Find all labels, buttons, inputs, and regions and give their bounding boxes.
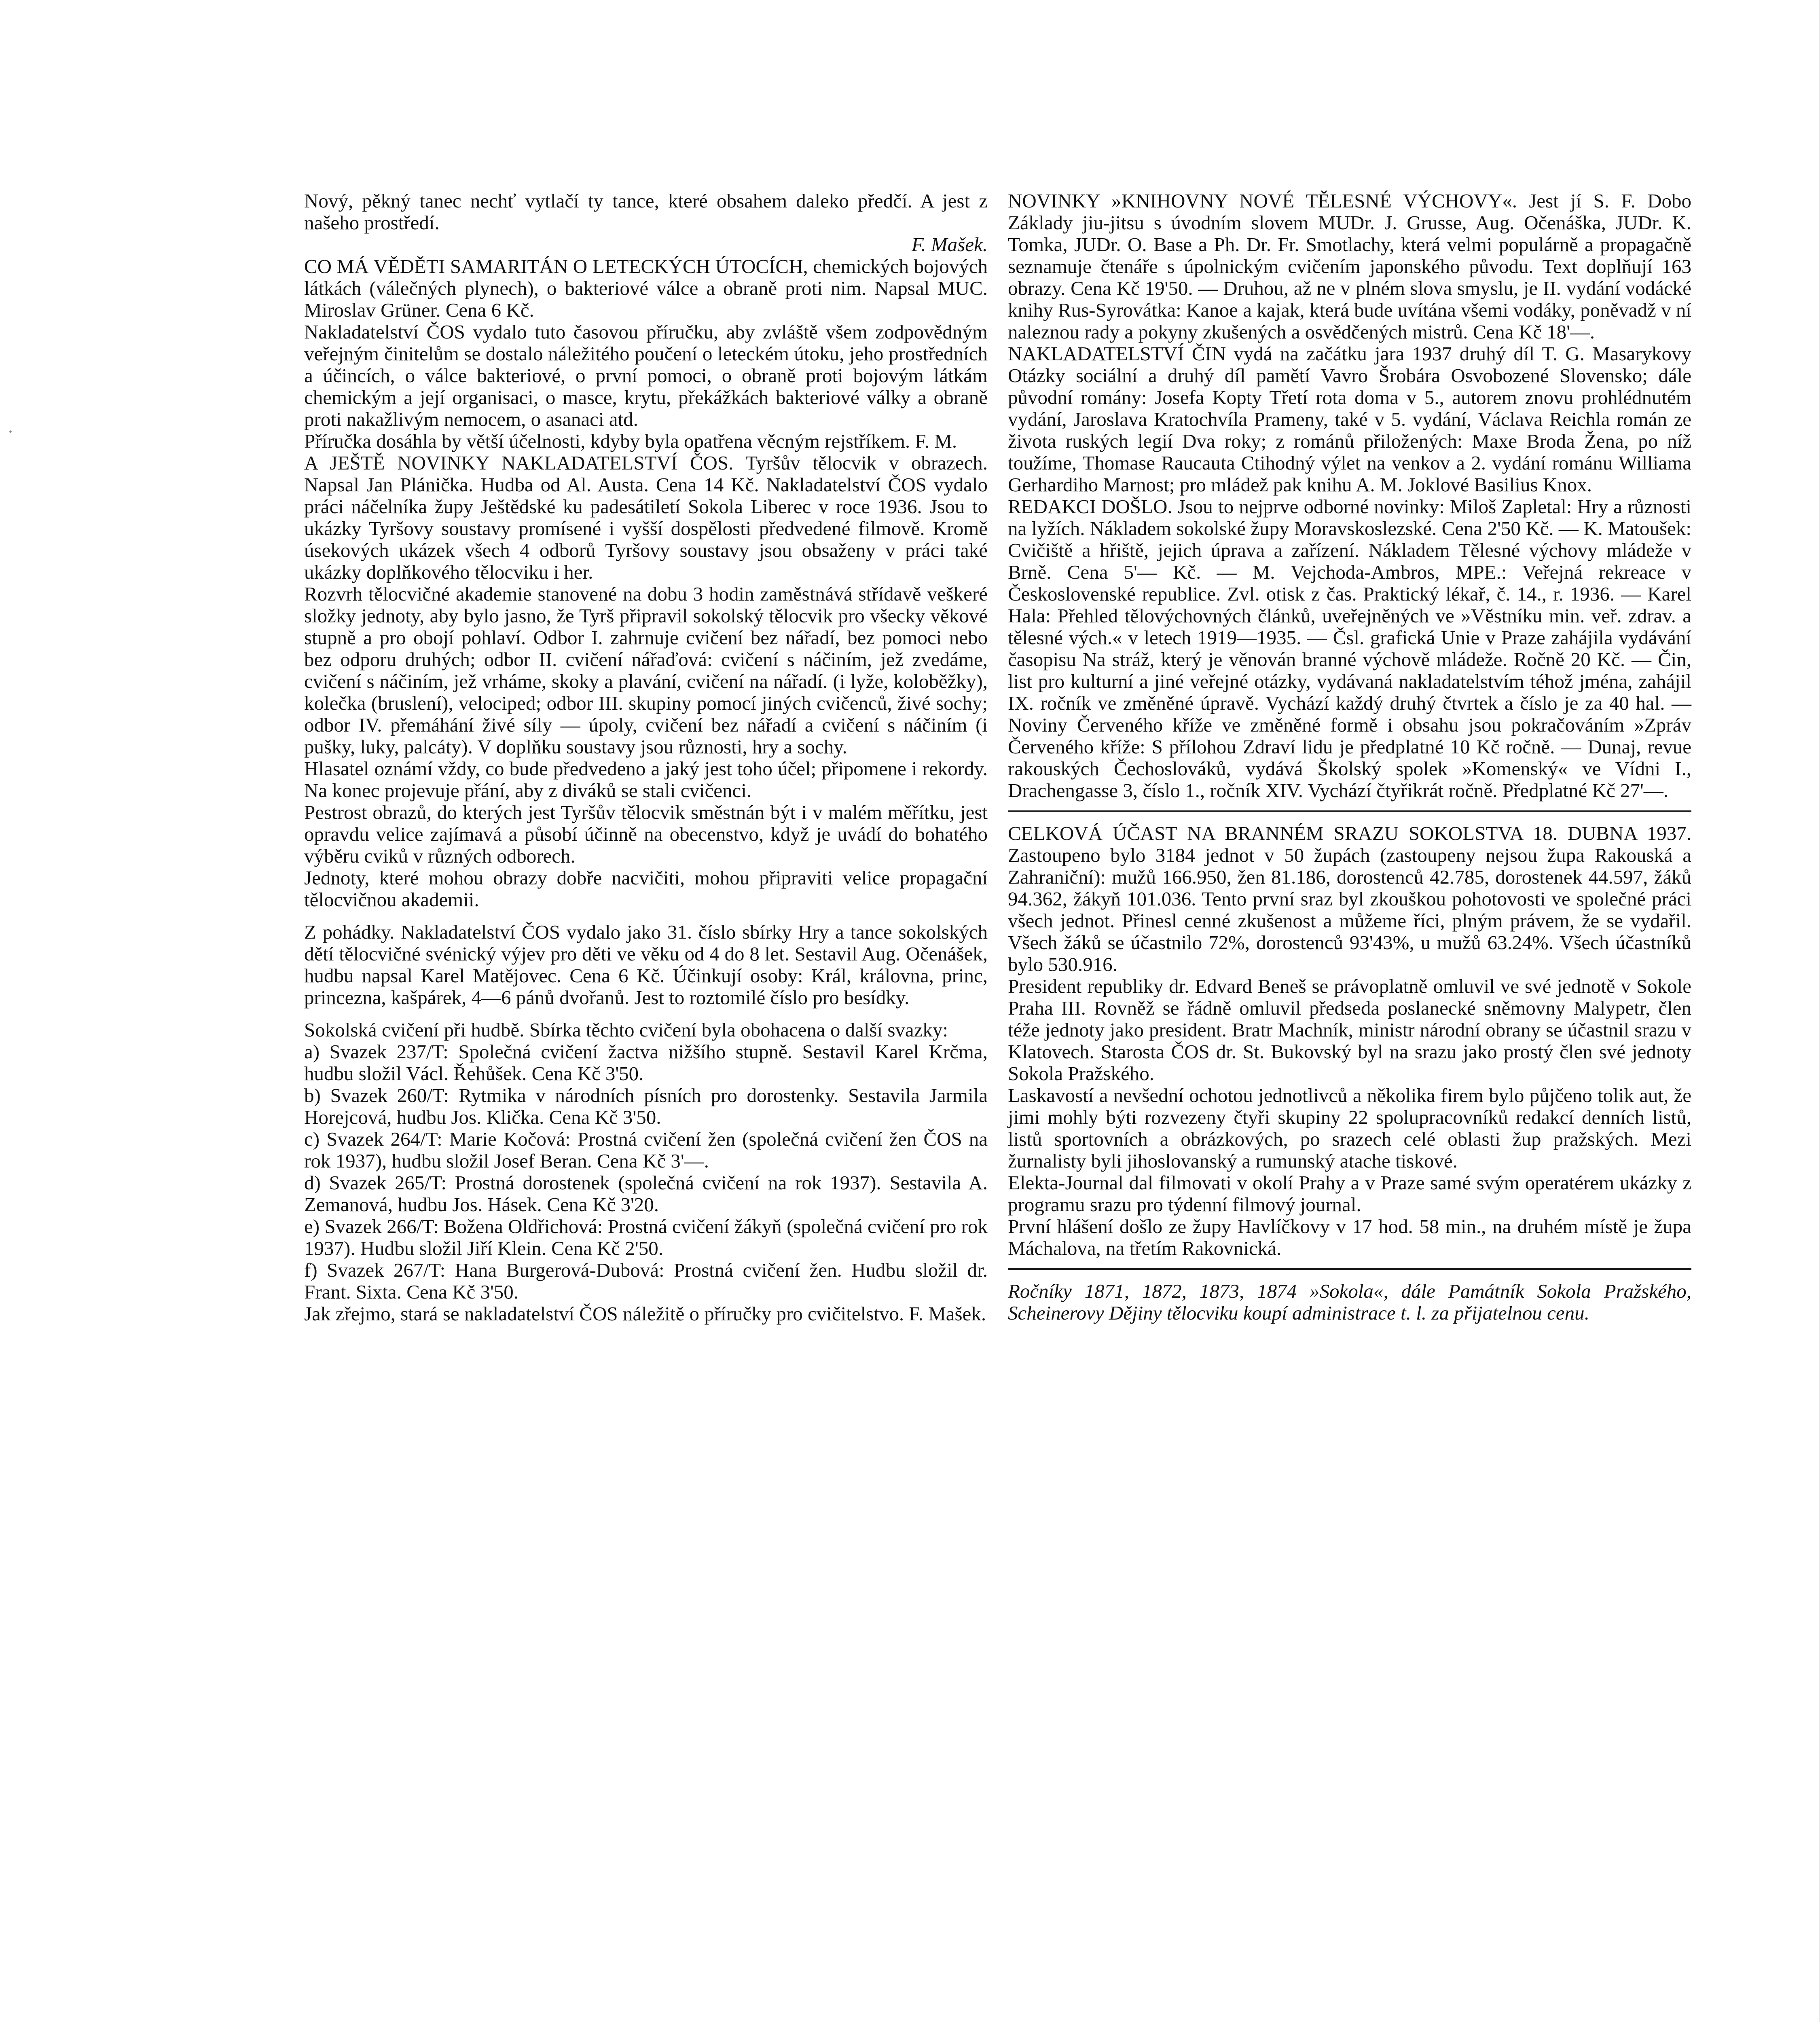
paragraph: NOVINKY »KNIHOVNY NOVÉ TĚLESNÉ VÝCHOVY«. Jest jí S. F. Dobo Základy jiu-jitsu s úvodním slovem MUDr. J. Grusse, Aug. Očenáška, JUDr. K. Tomka, JUDr. O. Base a Ph. Dr. Fr. Smotlachy, která velmi populárně a propagačně seznamuje čtenáře s úpolnickým cvičením japonského původu. Text doplňují 163 obrazy. Cena Kč 19'50. — Druhou, až ne v plném slova smyslu, je II. vydání vodácké knihy Rus-Syrovátka: Kanoe a kajak, která bude uvítána všemi vodáky, poněvadž v ní naleznou rady a pokyny zkušených a osvědčených mistrů. Cena Kč 18'—. <box>1008 190 1691 343</box>
left-column <box>304 190 988 1325</box>
paragraph: Jednoty, které mohou obrazy dobře nacvičiti, mohou připraviti velice propagační tělocvičnou akademii. <box>304 867 988 911</box>
right-column <box>1008 190 1691 1324</box>
paragraph: A JEŠTĚ NOVINKY NAKLADATELSTVÍ ČOS. Tyršův tělocvik v obrazech. Napsal Jan Plánička. Hudba od Al. Austa. Cena 14 Kč. Nakladatelství ČOS vydalo práci náčelníka župy Ještědské ku padesátiletí Sokola Liberec v roce 1936. Jsou to ukázky Tyršovy soustavy promísené i vyšší dospělosti předvedené filmově. Kromě úsekových ukázek všech 4 odborů Tyršovy soustavy jsou obsaženy v práci také ukázky doplňkového tělocviku i her. <box>304 452 988 583</box>
list-item: f) Svazek 267/T: Hana Burgerová-Dubová: Prostná cvičení žen. Hudbu složil dr. Frant. Sixta. Cena Kč 3'50. <box>304 1259 988 1303</box>
paragraph: Rozvrh tělocvičné akademie stanovené na dobu 3 hodin zaměstnává střídavě veškeré složky jednoty, aby bylo jasno, že Tyrš připravil sokolský tělocvik pro všecky věkové stupně a pro obojí pohlaví. Odbor I. zahrnuje cvičení bez nářadí, bez pomoci nebo bez odporu druhých; odbor II. cvičení nářaďová: cvičení s náčiním, jež zvedáme, cvičení s náčiním, jež vrháme, skoky a plavání, cvičení na nářadí. (i lyže, koloběžky), kolečka (bruslení), velociped; odbor III. skupiny pomocí jiných cvičenců, živé sochy; odbor IV. přemáhání živé síly — úpoly, cvičení bez nářadí a cvičení s náčiním (i pušky, luky, palcáty). V doplňku soustavy jsou různosti, hry a sochy. <box>304 583 988 758</box>
paragraph: REDAKCI DOŠLO. Jsou to nejprve odborné novinky: Miloš Zapletal: Hry a různosti na lyžích. Nákladem sokolské župy Moravskoslezské. Cena 2'50 Kč. — K. Matoušek: Cvičiště a hřiště, jejich úprava a zařízení. Nákladem Tělesné výchovy mládeže v Brně. Cena 5'— Kč. — M. Vejchoda-Ambros, MPE.: Veřejná rekreace v Československé republice. Zvl. otisk z čas. Praktický lékař, č. 14., r. 1936. — Karel Hala: Přehled tělovýchovných článků, uveřejněných ve »Věstníku min. veř. zdrav. a tělesné vých.« v letech 1919—1935. — Čsl. grafická Unie v Praze zahájila vydávání časopisu Na stráž, který je věnován branné výchově mládeže. Ročně 20 Kč. — Čin, list pro kulturní a jiné veřejné otázky, vydávaná nakladatelstvím téhož jména, zahájil IX. ročník ve změněné úpravě. Vychází každý druhý čtvrtek a číslo je za 40 hal. — Noviny Červeného kříže ve změněné formě i obsahu jsou pokračováním »Zpráv Červeného kříže: S přílohou Zdraví lidu je předplatné 10 Kč ročně. — Dunaj, revue rakouských Čechoslováků, vydává Školský spolek »Komenský« ve Vídni I., Drachengasse 3, číslo 1., ročník XIV. Vychází čtyřikrát ročně. Předplatné Kč 27'—. <box>1008 495 1691 802</box>
paragraph: President republiky dr. Edvard Beneš se právoplatně omluvil ve své jednotě v Sokole Praha III. Rovněž se řádně omluvil předseda poslanecké sněmovny Malypetr, člen téže jednoty jako president. Bratr Machník, ministr národní obrany se účastnil srazu v Klatovech. Starosta ČOS dr. St. Bukovský byl na srazu jako prostý člen své jednoty Sokola Pražského. <box>1008 975 1691 1085</box>
paragraph: Elekta-Journal dal filmovati v okolí Prahy a v Praze samé svým operatérem ukázky z programu srazu pro týdenní filmový journal. <box>1008 1172 1691 1216</box>
list-item: e) Svazek 266/T: Božena Oldřichová: Prostná cvičení žákyň (společná cvičení pro rok 1937). Hudbu složil Jiří Klein. Cena Kč 2'50. <box>304 1215 988 1259</box>
administration-notice: Ročníky 1871, 1872, 1873, 1874 »Sokola«, dále Památník Sokola Pražského, Scheinerovy Dějiny tělocviku koupí administrace t. l. za přijatelnou cenu. <box>1008 1280 1691 1324</box>
paragraph: Z pohádky. Nakladatelství ČOS vydalo jako 31. číslo sbírky Hry a tance sokolských dětí tělocvičné svénický výjev pro děti ve věku od 4 do 8 let. Sestavil Aug. Očenášek, hudbu napsal Karel Matějovec. Cena 6 Kč. Účinkují osoby: Král, královna, princ, princezna, kašpárek, 4—6 pánů dvořanů. Jest to roztomilé číslo pro besídky. <box>304 921 988 1009</box>
list-item: c) Svazek 264/T: Marie Kočová: Prostná cvičení žen (společná cvičení žen ČOS na rok 1937), hudbu složil Josef Beran. Cena Kč 3'—. <box>304 1128 988 1172</box>
paragraph: CO MÁ VĚDĚTI SAMARITÁN O LETECKÝCH ÚTOCÍCH, chemických bojových látkách (válečných plynech), o bakteriové válce a obraně proti nim. Napsal MUC. Miroslav Grüner. Cena 6 Kč. <box>304 255 988 321</box>
paragraph: Hlasatel oznámí vždy, co bude předvedeno a jaký jest toho účel; připomene i rekordy. Na konec projevuje přání, aby z diváků se stali cvičenci. <box>304 757 988 802</box>
paragraph: CELKOVÁ ÚČAST NA BRANNÉM SRAZU SOKOLSTVA 18. DUBNA 1937. Zastoupeno bylo 3184 jednot v 50 župách (zastoupeny nejsou župa Rakouská a Zahraniční): mužů 166.950, žen 81.186, dorostenců 42.785, dorostenek 44.597, žáků 94.362, žákyň 101.036. Tento první sraz byl zkouškou pohotovosti ve společné práci všech jednot. Přinesl cenné zkušenost a můžeme říci, plným právem, že se vydařil. Všech žáků se účastnilo 72%, dorostenců 93'43%, u mužů 63.24%. Všech účastníků bylo 530.916. <box>1008 822 1691 975</box>
spacer <box>304 911 988 921</box>
list-item: b) Svazek 260/T: Rytmika v národních písních pro dorostenky. Sestavila Jarmila Horejcová, hudbu Jos. Klička. Cena Kč 3'50. <box>304 1084 988 1128</box>
paragraph: Nakladatelství ČOS vydalo tuto časovou příručku, aby zvláště všem zodpovědným veřejným činitelům se dostalo náležitého poučení o leteckém útoku, jeho prostředních a účincích, o válce bakteriové, o první pomoci, o obraně proti bojovým látkám chemickým a její organisaci, o masce, krytu, překážkách bakteriové války a obraně proti nakažlivým nemocem, o asanaci atd. <box>304 321 988 430</box>
paragraph: Laskavostí a nevšední ochotou jednotlivců a několika firem bylo půjčeno tolik aut, že jimi mohly býti rozvezeny čtyři skupiny 22 spolupracovníků redakcí denních listů, listů sportovních a obrázkových, po srazech celé oblasti žup pražských. Mezi žurnalisty byli jihoslovanský a rumunský atache tiskové. <box>1008 1084 1691 1172</box>
paragraph: Nový, pěkný tanec nechť vytlačí ty tance, které obsahem daleko předčí. A jest z našeho prostředí. <box>304 190 988 234</box>
signature: F. Mašek. <box>911 233 988 256</box>
paragraph: NAKLADATELSTVÍ ČIN vydá na začátku jara 1937 druhý díl T. G. Masarykovy Otázky sociální a druhý díl pamětí Vavro Šrobára Osvobozené Slovensko; dále původní romány: Josefa Kopty Třetí rota doma v 5., autorem znovu prohlédnutém vydání, Jaroslava Kratochvíla Prameny, také v 5. vydání, Václava Reichla román ze života ruských legií Dva roky; z románů přiložených: Maxe Broda Žena, po níž toužíme, Thomase Raucauta Ctihodný výlet na venkov a 2. vydání románu Williama Gerhardiho Marnost; pro mládež pak knihu A. M. Joklové Basilius Knox. <box>1008 343 1691 496</box>
paragraph: Pestrost obrazů, do kterých jest Tyršův tělocvik směstnán být i v malém měřítku, jest opravdu velice zajímavá a působí účinně na obecenstvo, když je uvádí do bohatého výběru cviků v různých odborech. <box>304 801 988 867</box>
list-item: a) Svazek 237/T: Společná cvičení žactva nižšího stupně. Sestavil Karel Krčma, hudbu složil Václ. Řehůšek. Cena Kč 3'50. <box>304 1041 988 1085</box>
section-divider <box>1008 810 1691 812</box>
spacer <box>304 1009 988 1019</box>
paragraph: Sokolská cvičení při hudbě. Sbírka těchto cvičení byla obohacena o další svazky: <box>304 1019 948 1041</box>
paragraph: Příručka dosáhla by větší účelnosti, kdyby byla opatřena věcným rejstříkem. F. M. <box>304 430 957 452</box>
list-item: d) Svazek 265/T: Prostná dorostenek (společná cvičení na rok 1937). Sestavila A. Zemanová, hudbu Jos. Hásek. Cena Kč 3'20. <box>304 1172 988 1216</box>
section-divider <box>1008 1268 1691 1270</box>
margin-mark: · <box>7 421 14 442</box>
paragraph: První hlášení došlo ze župy Havlíčkovy v 17 hod. 58 min., na druhém místě je župa Máchalova, na třetím Rakovnická. <box>1008 1215 1691 1259</box>
paragraph: Jak zřejmo, stará se nakladatelství ČOS náležitě o příručky pro cvičitelstvo. F. Mašek. <box>304 1303 986 1325</box>
